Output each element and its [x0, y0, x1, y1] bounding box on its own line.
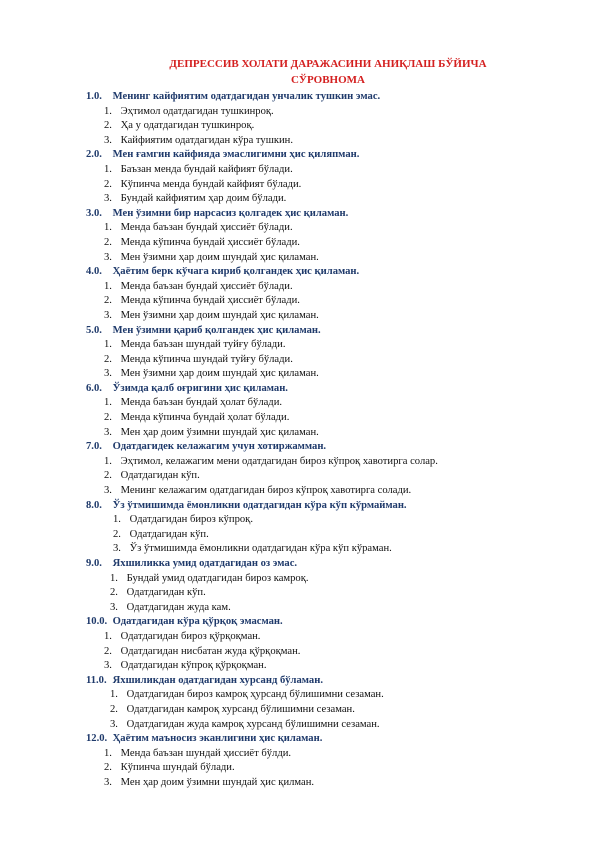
answer-text: Менда баъзан бундай ҳиссиёт бўлади.: [120, 222, 293, 234]
question-number: 10.0.: [86, 616, 108, 628]
answer-option: [0, 411, 596, 426]
answer-option: [0, 761, 596, 776]
question-text: Мен ғамгин кайфияда эмаслигимни ҳис қиляпман.: [112, 149, 360, 161]
answer-number: 3.: [104, 660, 112, 672]
answer-text: Менда кўпинча бундай ҳиссиёт бўлади.: [120, 236, 300, 248]
answer-number: 3.: [104, 368, 112, 380]
answer-number: 1.: [104, 397, 112, 409]
answer-text: Бундай кайфиятим ҳар доим бўлади.: [120, 193, 287, 205]
document-title-line-2: СЎРОВНОМА: [290, 74, 365, 86]
answer-number: 3.: [104, 309, 112, 321]
question-heading: [0, 440, 596, 455]
answer-option: [0, 178, 596, 193]
answer-option: [0, 542, 596, 557]
answer-text: Одатдагидан камроқ хурсанд бўлишимни сезаман.: [126, 703, 355, 715]
question-heading: [0, 90, 596, 105]
answer-option: [0, 134, 596, 149]
answer-number: 2.: [104, 470, 112, 482]
answer-text: Одатдагидан жуда камроқ хурсанд бўлишимни сезаман.: [126, 718, 380, 730]
answer-text: Кайфиятим одатдагидан кўра тушкин.: [120, 134, 293, 146]
answer-option: [0, 688, 596, 703]
answer-text: Менинг келажагим одатдагидан бироз кўпроқ хавотирга солади.: [120, 485, 412, 497]
answer-text: Менда кўпинча шундай туйғу бўлади.: [120, 353, 293, 365]
answer-option: [0, 484, 596, 499]
answer-text: Одатдагидан бироз камроқ ҳурсанд бўлишимни сезаман.: [126, 689, 384, 701]
answer-number: 2.: [104, 353, 112, 365]
answer-text: Одатдагидан кўпроқ қўрқоқман.: [120, 660, 267, 672]
answer-text: Ҳа у одатдагидан тушкинроқ.: [120, 120, 255, 132]
answer-option: [0, 353, 596, 368]
answer-number: 1.: [104, 339, 112, 351]
question-heading: [0, 615, 596, 630]
answer-option: [0, 280, 596, 295]
question-text: Яхшиликка умид одатдагидан оз эмас.: [112, 558, 298, 569]
answer-option: [0, 776, 596, 791]
answer-number: 3.: [104, 776, 112, 788]
answer-text: Менда баъзан бундай ҳолат бўлади.: [120, 397, 283, 409]
answer-number: 3.: [110, 718, 118, 730]
question-heading: [0, 557, 596, 572]
question-heading: [0, 382, 596, 397]
answer-option: [0, 645, 596, 660]
question-number: 8.0.: [86, 499, 102, 511]
answer-number: 3.: [104, 251, 112, 263]
question-text: Ҳаётим берк кўчага кириб қолгандек ҳис қиламан.: [112, 266, 360, 278]
answer-option: [0, 163, 596, 178]
question-text: Мен ўзимни бир нарсасиз қолгадек ҳис қиламан.: [112, 207, 349, 219]
question-number: 1.0.: [86, 91, 102, 102]
answer-text: Менда баъзан шундай туйғу бўлади.: [120, 339, 286, 351]
question-number: 4.0.: [86, 266, 102, 278]
answer-text: Одатдагидан бироз кўпроқ.: [129, 514, 253, 526]
question-text: Ўзимда қалб оғригини ҳис қиламан.: [112, 382, 288, 394]
answer-option: [0, 396, 596, 411]
question-number: 7.0.: [86, 441, 102, 453]
answer-text: Одатдагидан бироз қўрқоқман.: [120, 630, 261, 642]
question-number: 12.0.: [86, 733, 108, 745]
answer-option: [0, 426, 596, 441]
answer-number: 1.: [104, 747, 112, 759]
answer-option: [0, 338, 596, 353]
answer-number: 2.: [104, 295, 112, 307]
answer-number: 2.: [104, 412, 112, 424]
answer-number: 2.: [110, 703, 118, 715]
answer-number: 1.: [110, 572, 118, 584]
answer-number: 1.: [104, 455, 112, 467]
answer-option: [0, 586, 596, 601]
answer-text: Бундай умид одатдагидан бироз камроқ.: [126, 572, 309, 584]
question-heading: [0, 324, 596, 339]
question-text: Мен ўзимни қариб қолгандек ҳис қиламан.: [112, 324, 321, 336]
question-heading: [0, 207, 596, 222]
answer-number: 2.: [104, 645, 112, 657]
answer-option: [0, 192, 596, 207]
answer-text: Баъзан менда бундай кайфият бўлади.: [120, 163, 293, 175]
question-text: Менинг кайфиятим одатдагидан унчалик тушкин эмас.: [112, 91, 381, 102]
answer-number: 2.: [110, 587, 118, 599]
answer-number: 1.: [104, 163, 112, 175]
answer-option: [0, 718, 596, 733]
question-heading: [0, 674, 596, 689]
answer-number: 1.: [113, 514, 121, 526]
answer-number: 2.: [104, 120, 112, 132]
answer-option: [0, 630, 596, 645]
answer-text: Одатдагидан нисбатан жуда қўрқоқман.: [120, 645, 301, 657]
question-number: 11.0.: [86, 674, 107, 686]
answer-text: Одатдагидан кўп.: [126, 587, 206, 599]
answer-option: [0, 251, 596, 266]
question-number: 6.0.: [86, 382, 102, 394]
answer-option: [0, 572, 596, 587]
answer-text: Менда кўпинча бундай ҳолат бўлади.: [120, 412, 290, 424]
answer-number: 1.: [104, 105, 112, 117]
answer-text: Менда кўпинча бундай ҳиссиёт бўлади.: [120, 295, 300, 307]
answer-text: Эҳтимол, келажагим мени одатдагидан бироз кўпроқ хавотирга солар.: [120, 455, 438, 467]
answer-option: [0, 703, 596, 718]
answer-option: [0, 236, 596, 251]
answer-option: [0, 513, 596, 528]
answer-number: 3.: [104, 426, 112, 438]
answer-text: Одатдагидан кўп.: [129, 528, 209, 540]
answer-number: 3.: [110, 601, 118, 613]
answer-text: Мен ҳар доим ўзимни шундай ҳис қиламан.: [120, 426, 319, 438]
answer-option: [0, 119, 596, 134]
answer-number: 2.: [104, 178, 112, 190]
answer-number: 2.: [104, 236, 112, 248]
question-number: 2.0.: [86, 149, 102, 161]
answer-number: 3.: [104, 485, 112, 497]
answer-text: Менда баъзан бундай ҳиссиёт бўлади.: [120, 280, 293, 292]
answer-option: [0, 367, 596, 382]
answer-number: 1.: [104, 222, 112, 234]
answer-text: Менда баъзан шундай ҳиссиёт бўлди.: [120, 747, 292, 759]
answer-option: [0, 469, 596, 484]
answer-number: 3.: [104, 193, 112, 205]
question-heading: [0, 499, 596, 514]
answer-option: [0, 528, 596, 543]
question-text: Ўз ўтмишимда ёмонликни одатдагидан кўра кўп кўрмайман.: [112, 499, 407, 511]
answer-option: [0, 747, 596, 762]
answer-text: Мен ўзимни ҳар доим шундай ҳис қиламан.: [120, 251, 319, 263]
answer-option: [0, 659, 596, 674]
question-text: Яхшиликдан одатдагидан хурсанд бўламан.: [112, 674, 323, 686]
answer-option: [0, 601, 596, 616]
answer-option: [0, 105, 596, 120]
answer-text: Кўпинча менда бундай кайфият бўлади.: [120, 178, 302, 190]
answer-option: [0, 455, 596, 470]
answer-text: Эҳтимол одатдагидан тушкинроқ.: [120, 105, 274, 117]
answer-text: Одатдагидан кўп.: [120, 470, 200, 482]
answer-text: Мен ўзимни ҳар доим шундай ҳис қиламан.: [120, 309, 319, 321]
answer-number: 1.: [104, 280, 112, 292]
question-text: Ҳаётим маъносиз эканлигини ҳис қиламан.: [112, 733, 323, 745]
answer-number: 2.: [113, 528, 121, 540]
answer-text: Ўз ўтмишимда ёмонликни одатдагидан кўра кўп кўраман.: [129, 543, 392, 555]
question-number: 3.0.: [86, 207, 102, 219]
question-number: 5.0.: [86, 324, 102, 336]
answer-option: [0, 309, 596, 324]
document-title-line-1: ДЕПРЕССИВ ХОЛАТИ ДАРАЖАСИНИ АНИҚЛАШ БЎЙИЧА: [169, 58, 487, 70]
answer-text: Кўпинча шундай бўлади.: [120, 762, 235, 774]
answer-number: 2.: [104, 762, 112, 774]
answer-text: Мен ҳар доим ўзимни шундай ҳис қилман.: [120, 776, 315, 788]
answer-text: Мен ўзимни ҳар доим шундай ҳис қиламан.: [120, 368, 319, 380]
answer-option: [0, 221, 596, 236]
question-heading: [0, 732, 596, 747]
answer-option: [0, 294, 596, 309]
answer-number: 1.: [104, 630, 112, 642]
question-text: Одатдагидан кўра қўрқоқ эмасман.: [112, 616, 283, 628]
question-heading: [0, 148, 596, 163]
answer-number: 3.: [104, 134, 112, 146]
question-number: 9.0.: [86, 558, 102, 569]
questionnaire-list: [0, 90, 596, 791]
answer-number: 1.: [110, 689, 118, 701]
question-text: Одатдагидек келажагим учун хотиржамман.: [112, 441, 327, 453]
question-heading: [0, 265, 596, 280]
answer-number: 3.: [113, 543, 121, 555]
answer-text: Одатдагидан жуда кам.: [126, 601, 231, 613]
